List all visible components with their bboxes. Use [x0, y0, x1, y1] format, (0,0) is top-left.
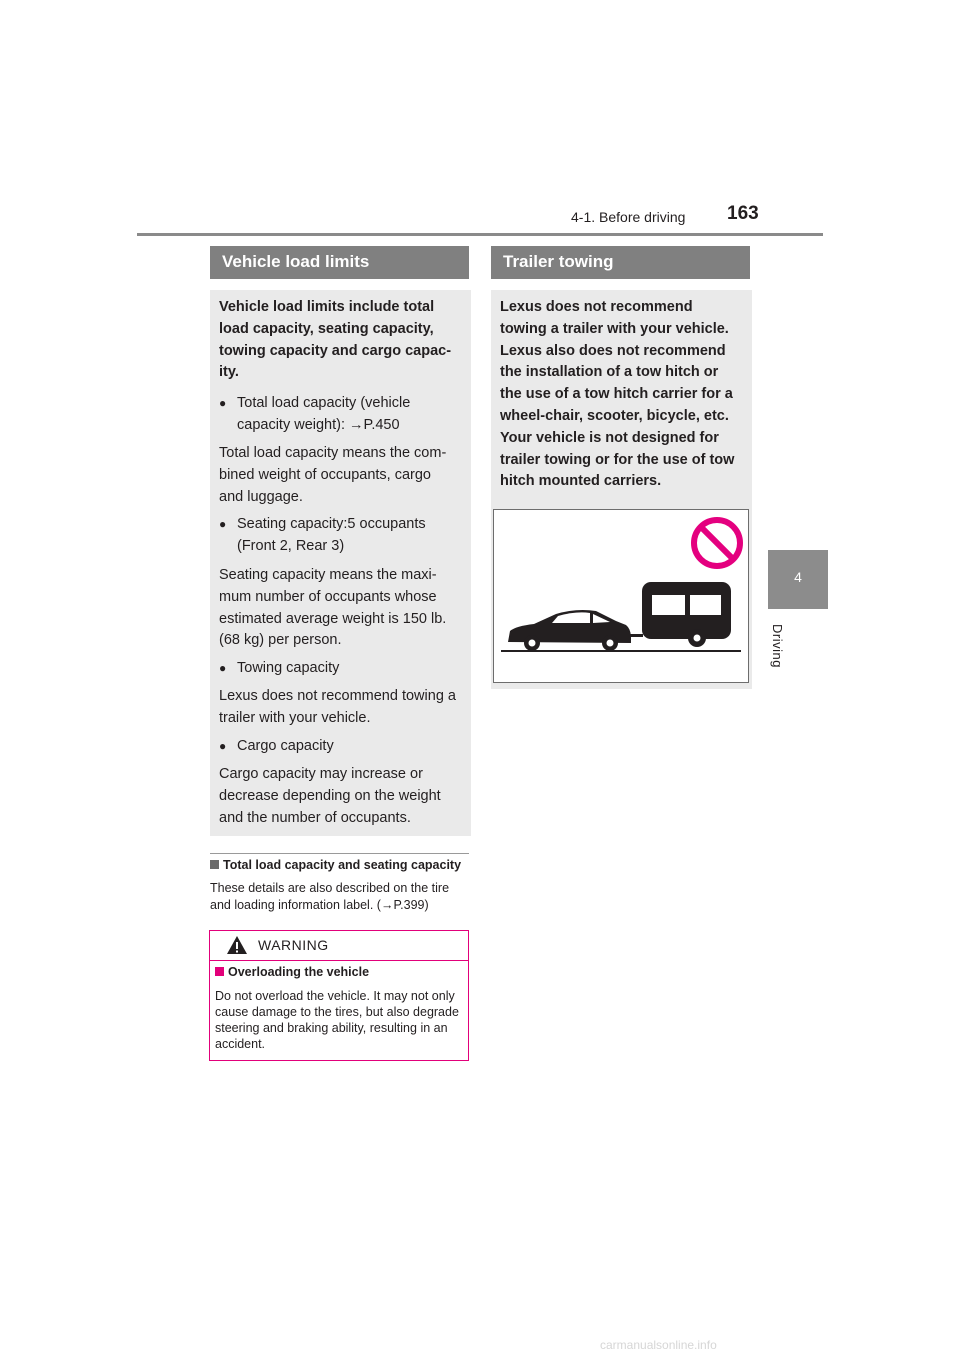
bullet-label: Towing capacity	[237, 660, 340, 676]
chapter-number: 4	[794, 569, 802, 585]
page-number: 163	[727, 203, 759, 224]
warning-subtitle	[215, 965, 369, 979]
total-load-text: Total load capacity means the com-bined weight of occupants, cargo and luggage.	[219, 445, 447, 505]
square-bullet-icon	[215, 967, 224, 976]
bullet-cargo	[219, 736, 459, 758]
subsection-text: These details are also described on the tire and loading information label. (→P.399)	[210, 881, 450, 912]
warning-header-divider	[210, 960, 468, 961]
no-towing-drawing	[494, 510, 748, 682]
bullet-label: Seating capacity:5 occupants (Front 2, Rear 3)	[237, 516, 426, 554]
trailer-towing-intro: Lexus does not recommend towing a trailer with your vehicle. Lexus also does not recommend the installation of a tow hitch or the use of a tow hitch carrier for a wheel-chair, scooter, bicycle, etc. Your vehicle is not designed for trailer towing or for the use of tow hitch mounted carriers.	[500, 299, 735, 490]
bullet-icon: ●	[219, 396, 227, 410]
watermark: carmanualsonline.info	[600, 1338, 717, 1352]
bullet-label: Total load capacity (vehicle capacity weight): →P.450	[237, 395, 411, 433]
bullet-icon: ●	[219, 517, 227, 531]
bullet-total-load	[219, 393, 459, 437]
subsection-title-text: Total load capacity and seating capacity	[223, 858, 462, 872]
subsection-divider	[210, 853, 469, 854]
vehicle-load-limits-heading: Vehicle load limits	[210, 246, 469, 279]
tow-hitch-icon	[630, 634, 643, 637]
towing-text: Lexus does not recommend towing a trailer with your vehicle.	[219, 688, 456, 726]
header-divider	[137, 233, 823, 236]
square-bullet-icon	[210, 860, 219, 869]
bullet-icon: ●	[219, 661, 227, 675]
no-towing-illustration	[493, 509, 749, 683]
warning-text: Do not overload the vehicle. It may not only cause damage to the tires, but also degrade steering and braking ability, resulting in an accident.	[215, 989, 459, 1051]
trailer-icon	[642, 582, 731, 647]
bullet-label: Cargo capacity	[237, 738, 334, 754]
bullet-icon: ●	[219, 739, 227, 753]
chapter-label: Driving	[770, 624, 785, 668]
warning-subtitle-text: Overloading the vehicle	[228, 965, 370, 979]
seating-text: Seating capacity means the maxi-mum number of occupants whose estimated average weight is 150 lb. (68 kg) per person.	[219, 567, 447, 649]
subsection-title	[210, 858, 472, 872]
cargo-text: Cargo capacity may increase or decrease depending on the weight and the number of occupants.	[219, 766, 441, 826]
bullet-towing	[219, 658, 459, 680]
load-limits-intro: Vehicle load limits include total load capacity, seating capacity, towing capacity and cargo capac-ity.	[219, 299, 452, 381]
prohibition-icon	[694, 520, 740, 566]
trailer-towing-heading: Trailer towing	[491, 246, 750, 279]
car-icon	[508, 610, 631, 651]
bullet-seating	[219, 514, 459, 558]
warning-title: WARNING	[258, 937, 329, 953]
warning-triangle-icon	[226, 935, 248, 955]
section-title: 4-1. Before driving	[571, 209, 686, 225]
